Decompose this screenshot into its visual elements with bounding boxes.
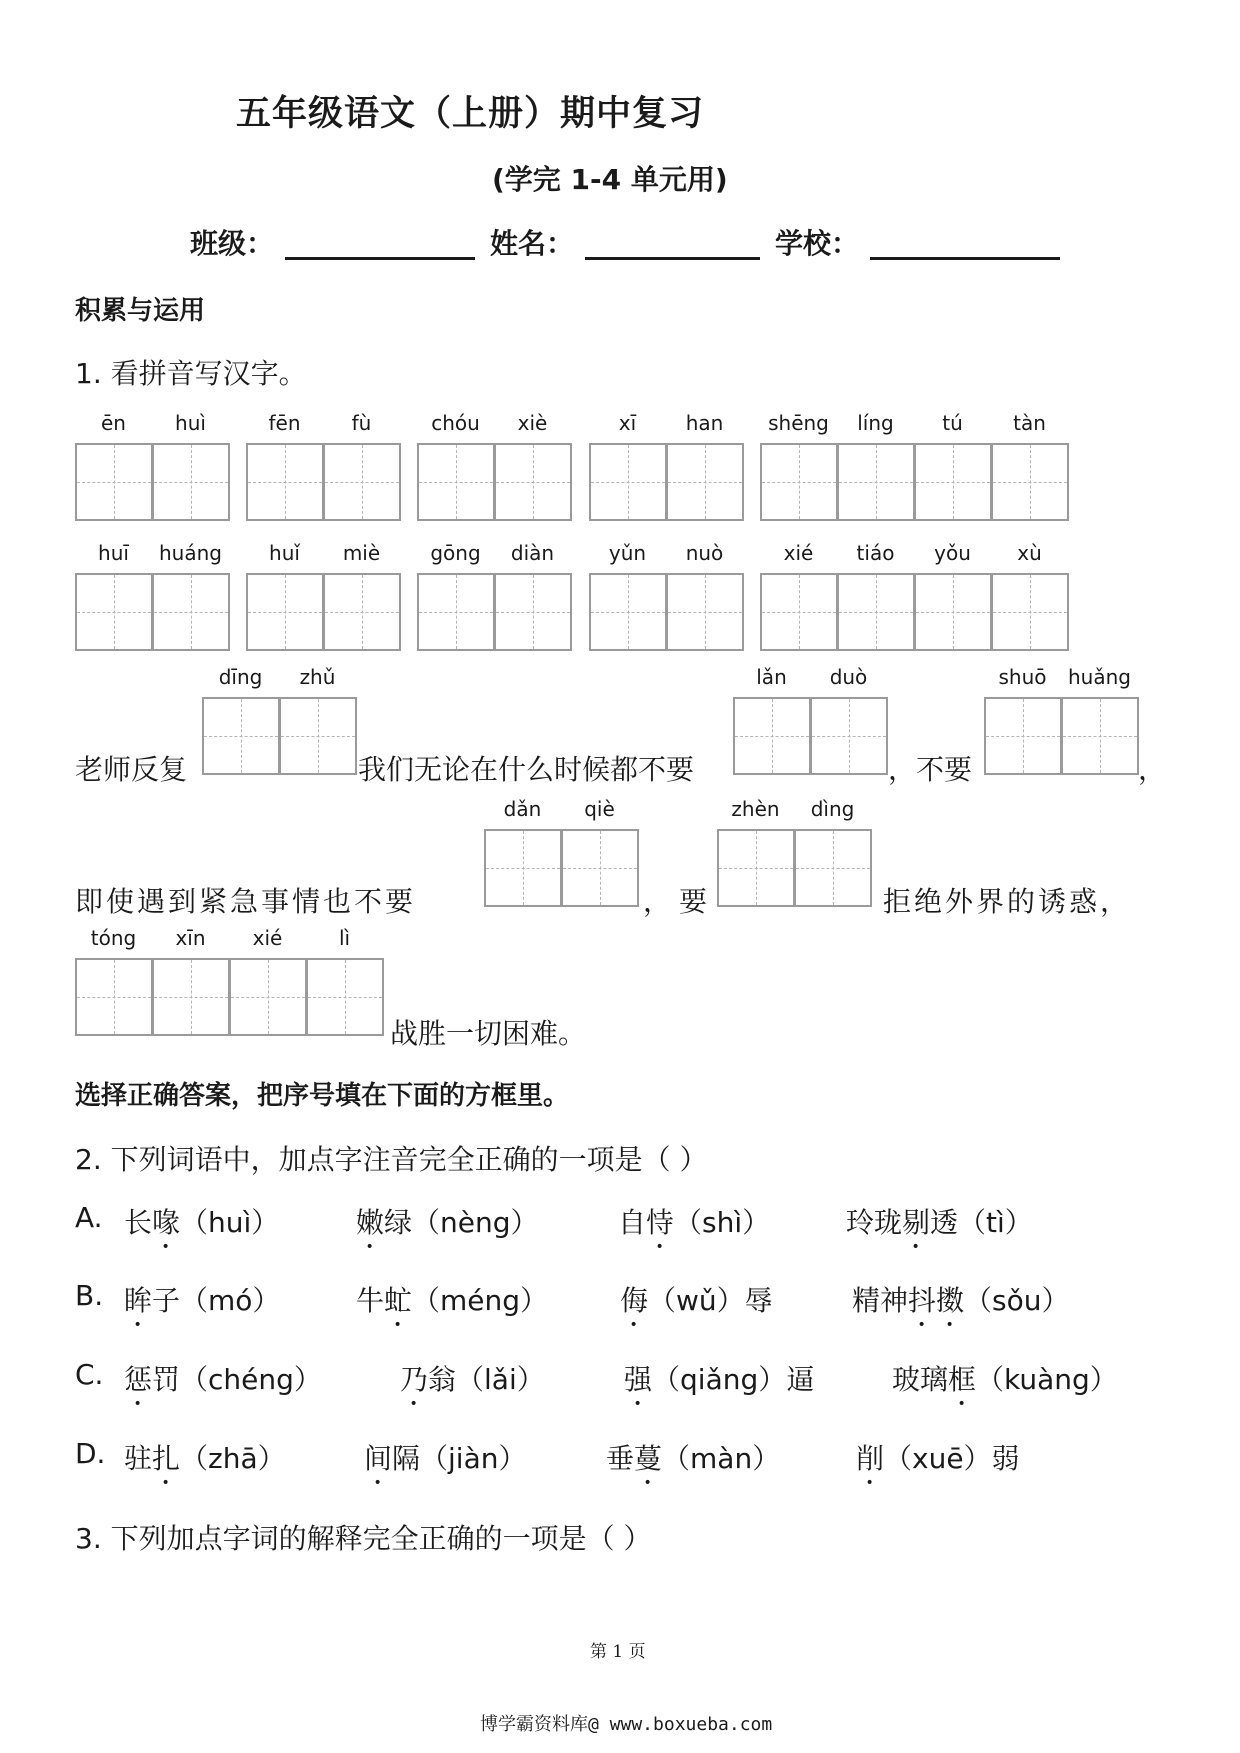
pinyin-label: qiè [584, 797, 615, 821]
grid-row2-5-box[interactable] [760, 573, 838, 651]
dotted-char: 蔓 [634, 1442, 663, 1475]
grid-row2-4-box[interactable] [589, 573, 667, 651]
dotted-char: 抖擞 [908, 1284, 965, 1317]
option-d-word-1: 驻扎（zhā） [124, 1442, 286, 1475]
dotted-char: 嫩 [356, 1206, 385, 1239]
section-title-accumulation: 积累与运用 [75, 296, 206, 326]
option-a-word-4: 玲珑剔透（tì） [846, 1206, 1033, 1239]
pinyin-label: líng [857, 411, 894, 435]
grid-row1-1-box[interactable] [75, 443, 153, 521]
grid-row1-1-box[interactable] [152, 443, 230, 521]
pinyin-label: diàn [510, 541, 555, 565]
option-a-word-3: 自恃（shì） [618, 1206, 771, 1239]
sentence-grid-4-box[interactable] [484, 829, 562, 907]
dotted-char: 强 [624, 1363, 653, 1396]
sentence-part-5: 即使遇到紧急事情也不要 [75, 885, 417, 918]
option-a-label[interactable]: A. [75, 1201, 103, 1234]
pinyin-label: tiáo [856, 541, 895, 565]
pinyin-label: huī [98, 541, 129, 565]
pinyin-label: lì [338, 926, 351, 950]
sentence-grid-6-box[interactable] [306, 958, 384, 1036]
pinyin-label: lǎn [756, 665, 787, 689]
sentence-grid-3-box[interactable] [984, 697, 1062, 775]
sentence-grid-5-box[interactable] [717, 829, 795, 907]
sentence-grid-2-box[interactable] [733, 697, 811, 775]
grid-row2-1-box[interactable] [152, 573, 230, 651]
pinyin-label: fēn [268, 411, 301, 435]
option-d-word-2: 间隔（jiàn） [364, 1442, 527, 1475]
pinyin-label: han [685, 411, 724, 435]
pinyin-label: duò [829, 665, 868, 689]
grid-row1-5-box[interactable] [914, 443, 992, 521]
grid-row2-1-box[interactable] [75, 573, 153, 651]
sentence-part-2: 我们无论在什么时候都不要 [358, 753, 695, 786]
pinyin-label: yǒu [934, 541, 971, 565]
option-c-word-2: 乃翁（lǎi） [400, 1363, 545, 1396]
grid-row1-4-box[interactable] [666, 443, 744, 521]
page-number: 第 1 页 [590, 1642, 646, 1662]
option-c-word-1: 惩罚（chéng） [124, 1363, 322, 1396]
pinyin-label: xī [618, 411, 637, 435]
question-2-prompt: 2. 下列词语中，加点字注音完全正确的一项是（ ） [75, 1143, 708, 1176]
pinyin-label: tàn [1013, 411, 1046, 435]
dotted-char: 剔 [902, 1206, 931, 1239]
pinyin-label: xié [783, 541, 814, 565]
pinyin-label: fù [351, 411, 372, 435]
grid-row1-4-box[interactable] [589, 443, 667, 521]
option-b-word-2: 牛虻（méng） [356, 1284, 549, 1317]
dotted-char: 间 [364, 1442, 393, 1475]
option-b-word-3: 侮（wǔ）辱 [620, 1284, 773, 1317]
grid-row1-2-box[interactable] [246, 443, 324, 521]
school-blank[interactable] [870, 257, 1060, 260]
sentence-grid-6-box[interactable] [75, 958, 153, 1036]
dotted-char: 乃 [400, 1363, 429, 1396]
page-title: 五年级语文（上册）期中复习 [236, 94, 705, 134]
pinyin-label: tóng [90, 926, 137, 950]
option-a-word-2: 嫩绿（nèng） [356, 1206, 539, 1239]
grid-row2-2-box[interactable] [323, 573, 401, 651]
sentence-grid-5-box[interactable] [794, 829, 872, 907]
pinyin-label: shēng [768, 411, 829, 435]
dotted-char: 扎 [152, 1442, 181, 1475]
sentence-part-3: ，不要 [888, 753, 973, 786]
sentence-grid-1-box[interactable] [279, 697, 357, 775]
class-blank[interactable] [285, 257, 475, 260]
option-c-label[interactable]: C. [75, 1358, 104, 1391]
sentence-grid-1-box[interactable] [202, 697, 280, 775]
sentence-grid-6-box[interactable] [229, 958, 307, 1036]
sentence-part-1: 老师反复 [75, 753, 188, 786]
sentence-grid-6-box[interactable] [152, 958, 230, 1036]
grid-row2-5-box[interactable] [991, 573, 1069, 651]
pinyin-label: zhǔ [299, 665, 336, 689]
pinyin-label: huáng [159, 541, 222, 565]
pinyin-label: huǐ [269, 541, 300, 565]
sentence-part-8: 战胜一切困难。 [390, 1017, 587, 1050]
pinyin-label: zhèn [731, 797, 780, 821]
grid-row1-5-box[interactable] [991, 443, 1069, 521]
name-label: 姓名： [490, 227, 575, 260]
option-d-word-4: 削（xuē）弱 [856, 1442, 1020, 1475]
grid-row1-5-box[interactable] [760, 443, 838, 521]
dotted-char: 恃 [646, 1206, 675, 1239]
option-b-word-4: 精神抖擞（sǒu） [852, 1284, 1070, 1317]
question-1-prompt: 1. 看拼音写汉字。 [75, 357, 307, 390]
sentence-part-4: ， [1138, 753, 1167, 786]
option-d-label[interactable]: D. [75, 1437, 106, 1470]
dotted-char: 框 [948, 1363, 977, 1396]
section-title-choice: 选择正确答案，把序号填在下面的方框里。 [75, 1081, 570, 1111]
option-a-word-1: 长喙（huì） [124, 1206, 280, 1239]
sentence-grid-3-box[interactable] [1061, 697, 1139, 775]
pinyin-label: tú [942, 411, 963, 435]
sentence-grid-4-box[interactable] [561, 829, 639, 907]
grid-row2-4-box[interactable] [666, 573, 744, 651]
question-3-prompt: 3. 下列加点字词的解释完全正确的一项是（ ） [75, 1522, 652, 1555]
sentence-part-7: 拒绝外界的诱惑， [883, 885, 1132, 918]
option-c-word-4: 玻璃框（kuàng） [892, 1363, 1118, 1396]
grid-row2-5-box[interactable] [914, 573, 992, 651]
option-c-word-3: 强（qiǎng）逼 [624, 1363, 815, 1396]
grid-row2-2-box[interactable] [246, 573, 324, 651]
pinyin-label: dìng [810, 797, 855, 821]
grid-row2-3-box[interactable] [494, 573, 572, 651]
dotted-char: 眸 [124, 1284, 153, 1317]
grid-row1-2-box[interactable] [323, 443, 401, 521]
grid-row2-5-box[interactable] [837, 573, 915, 651]
dotted-char: 削 [856, 1442, 885, 1475]
option-b-label[interactable]: B. [75, 1279, 104, 1312]
pinyin-label: dīng [218, 665, 263, 689]
dotted-char: 侮 [620, 1284, 649, 1317]
page-subtitle: (学完 1-4 单元用) [492, 163, 728, 196]
sentence-grid-2-box[interactable] [810, 697, 888, 775]
option-b-word-1: 眸子（mó） [124, 1284, 281, 1317]
pinyin-label: ēn [101, 411, 126, 435]
grid-row1-5-box[interactable] [837, 443, 915, 521]
pinyin-label: dǎn [503, 797, 542, 821]
pinyin-label: yǔn [608, 541, 647, 565]
dotted-char: 喙 [152, 1206, 181, 1239]
pinyin-label: huǎng [1068, 665, 1131, 689]
grid-row1-3-box[interactable] [417, 443, 495, 521]
grid-row1-3-box[interactable] [494, 443, 572, 521]
option-d-word-3: 垂蔓（màn） [606, 1442, 781, 1475]
pinyin-label: xù [1017, 541, 1042, 565]
dotted-char: 虻 [384, 1284, 413, 1317]
pinyin-label: gōng [430, 541, 481, 565]
name-blank[interactable] [585, 257, 760, 260]
pinyin-label: chóu [431, 411, 480, 435]
pinyin-label: huì [175, 411, 206, 435]
school-label: 学校： [775, 227, 860, 260]
grid-row2-3-box[interactable] [417, 573, 495, 651]
pinyin-label: shuō [998, 665, 1047, 689]
pinyin-label: xiè [517, 411, 548, 435]
pinyin-label: xīn [175, 926, 206, 950]
class-label: 班级： [190, 227, 275, 260]
watermark: 博学霸资料库@ www.boxueba.com [480, 1714, 773, 1735]
sentence-part-6: ，要 [643, 885, 716, 918]
pinyin-label: xié [252, 926, 283, 950]
pinyin-label: miè [342, 541, 381, 565]
pinyin-label: nuò [685, 541, 724, 565]
dotted-char: 惩 [124, 1363, 153, 1396]
